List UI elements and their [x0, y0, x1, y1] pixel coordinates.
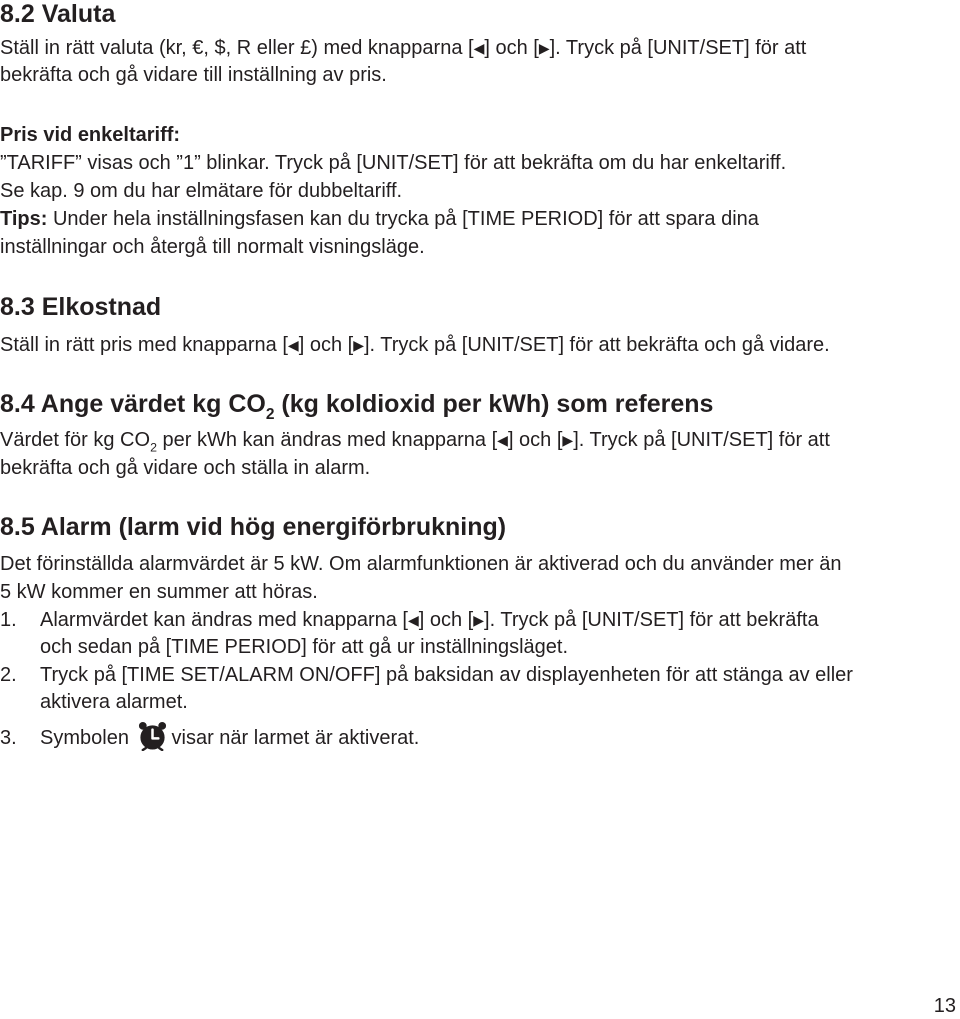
heading-8-3: 8.3 Elkostnad: [0, 293, 162, 321]
page-number: 13: [933, 995, 956, 1017]
tips-line-2: inställningar och återgå till normalt visningsläge.: [0, 236, 425, 258]
tips-label: Tips:: [0, 208, 48, 230]
right-arrow-icon: ▶: [538, 40, 550, 56]
alarm-clock-icon: [137, 720, 168, 751]
list-item-1-line-2: och sedan på [TIME PERIOD] för att gå ur inställningsläget.: [40, 636, 569, 658]
list-item-3: 3. Symbolen visar när larmet är aktiverat.: [0, 720, 419, 751]
s85-intro-1: Det förinställda alarmvärdet är 5 kW. Om alarmfunktionen är aktiverad och du använder mer än: [0, 553, 842, 575]
tips-line-1: Tips: Under hela inställningsfasen kan du trycka på [TIME PERIOD] för att spara dina: [0, 208, 759, 230]
right-arrow-icon: ▶: [353, 337, 364, 353]
list-item-1: 1. Alarmvärdet kan ändras med knapparna [◀] och [▶]. Tryck på [UNIT/SET] för att bekräfta: [0, 609, 819, 631]
list-item-2: 2. Tryck på [TIME SET/ALARM ON/OFF] på baksidan av displayenheten för att stänga av eller: [0, 664, 853, 686]
s82-line-2: bekräfta och gå vidare till inställning av pris.: [0, 64, 387, 86]
pound-sign: £: [300, 37, 312, 59]
s84-line-1: Värdet för kg $CO_2$ per kWh kan ändras med knapparna [◀] och [▶]. Tryck på [UNIT/SET] för att: [0, 429, 830, 455]
left-arrow-icon: ◀: [407, 612, 419, 628]
s85-intro-2: 5 kW kommer en summer att höras.: [0, 581, 318, 603]
heading-8-2: 8.2 Valuta: [0, 0, 116, 28]
left-arrow-icon: ◀: [287, 337, 299, 353]
s83-line: Ställ in rätt pris med knapparna [◀] och [▶]. Tryck på [UNIT/SET] för att bekräfta och gå vidare.: [0, 334, 830, 356]
left-arrow-icon: ◀: [497, 432, 508, 448]
heading-8-5: 8.5 Alarm (larm vid hög energiförbrukning): [0, 513, 507, 541]
right-arrow-icon: ▶: [562, 432, 574, 448]
s82-tariff-line-2: Se kap. 9 om du har elmätare för dubbeltariff.: [0, 180, 403, 202]
s82-line-1: Ställ in rätt valuta (kr, €, $, R eller £) med knapparna [◀] och [▶]. Tryck på [UNIT/SET] för att: [0, 37, 807, 59]
right-arrow-icon: ▶: [473, 612, 485, 628]
list-item-2-line-2: aktivera alarmet.: [40, 691, 188, 713]
subheading-single-tariff: Pris vid enkeltariff:: [0, 124, 181, 146]
s82-tariff-line-1: ”TARIFF” visas och ”1” blinkar. Tryck på [UNIT/SET] för att bekräfta om du har enkeltariff.: [0, 152, 787, 174]
left-arrow-icon: ◀: [473, 40, 485, 56]
s84-line-2: bekräfta och gå vidare och ställa in alarm.: [0, 457, 371, 479]
heading-8-4: 8.4 Ange värdet kg $CO_2$ (kg koldioxid per kWh) som referens: [0, 390, 714, 423]
